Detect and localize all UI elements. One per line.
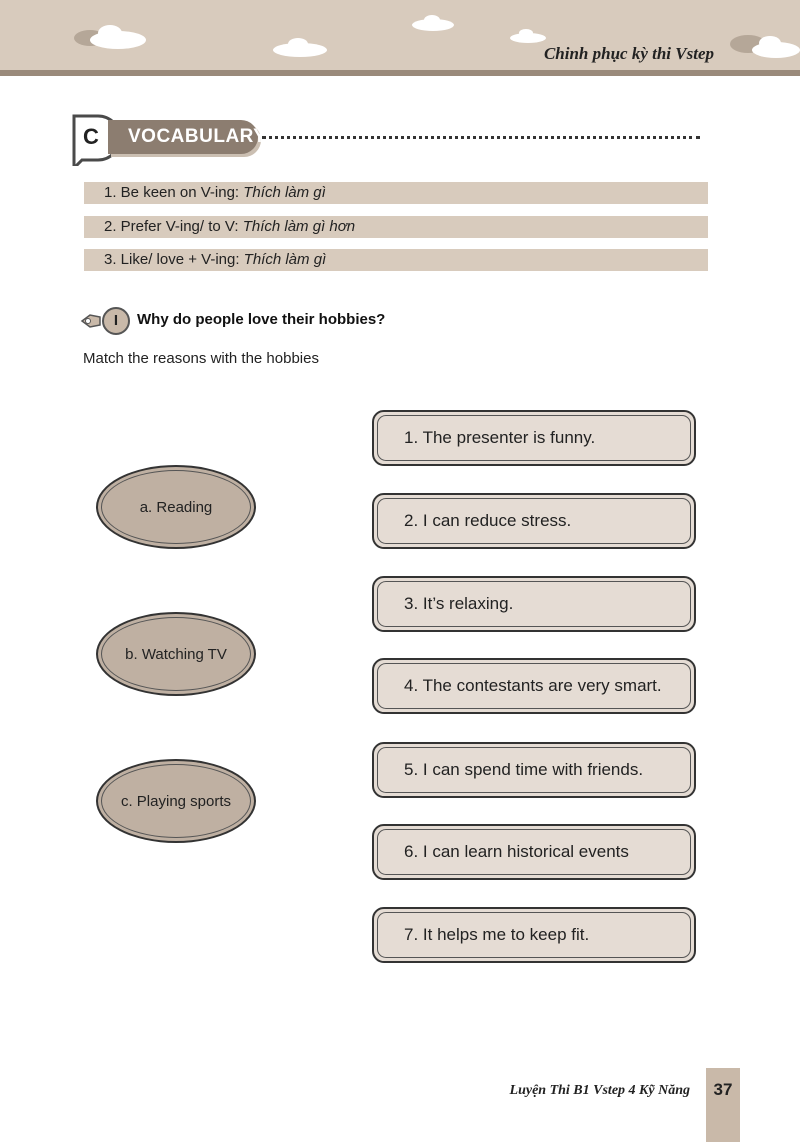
hobby-oval-reading [96, 465, 256, 549]
page-number: 37 [713, 1080, 733, 1099]
reason-text: 4. The contestants are very smart. [404, 676, 662, 695]
hobby-label: a. Reading [139, 498, 213, 516]
exercise-number: I [113, 312, 119, 329]
hobby-oval-watching-tv [96, 612, 256, 696]
reason-text: 2. I can reduce stress. [404, 511, 572, 530]
footer-book-title: Luyện Thi B1 Vstep 4 Kỹ Năng [509, 1083, 690, 1098]
reason-text: 3. It’s relaxing. [404, 594, 514, 613]
reason-box [372, 824, 696, 880]
reason-text: 6. I can learn historical events [404, 842, 629, 861]
vocab-label: 1. Be keen on V-ing: [104, 184, 244, 201]
hobby-label: b. Watching TV [125, 645, 227, 663]
cloud-icon [270, 36, 330, 58]
hobby-label: c. Playing sports [120, 792, 232, 810]
reason-box [372, 410, 696, 466]
reason-box [372, 742, 696, 798]
vocab-label: 3. Like/ love + V-ing: [104, 251, 244, 268]
cloud-icon [508, 28, 548, 44]
vocab-label: 2. Prefer V-ing/ to V: [104, 218, 243, 235]
vocab-item [84, 216, 708, 238]
vocab-meaning: Thích làm gì [243, 184, 326, 201]
cloud-icon [70, 22, 150, 50]
reason-text: 5. I can spend time with friends. [404, 760, 644, 779]
vocab-meaning: Thích làm gì [243, 251, 327, 268]
reason-text: 1. The presenter is funny. [404, 428, 596, 447]
exercise-instruction: Match the reasons with the hobbies [83, 350, 319, 367]
vocab-item [84, 249, 708, 271]
exercise-heading: Why do people love their hobbies? [137, 311, 386, 328]
reason-box [372, 493, 696, 549]
cloud-icon [410, 14, 456, 32]
section-title: VOCABULARY [108, 120, 258, 154]
section-dotted-line [262, 136, 700, 139]
reason-box [372, 658, 696, 714]
header-divider [0, 70, 800, 76]
vocab-item [84, 182, 708, 204]
cloud-icon [726, 30, 800, 60]
reason-box [372, 576, 696, 632]
reason-box [372, 907, 696, 963]
header-title: Chinh phục kỳ thi Vstep [543, 44, 714, 63]
hobby-oval-playing-sports [96, 759, 256, 843]
reason-text: 7. It helps me to keep fit. [404, 925, 590, 944]
section-letter: C [83, 124, 99, 149]
vocab-meaning: Thích làm gì hơn [242, 218, 356, 235]
